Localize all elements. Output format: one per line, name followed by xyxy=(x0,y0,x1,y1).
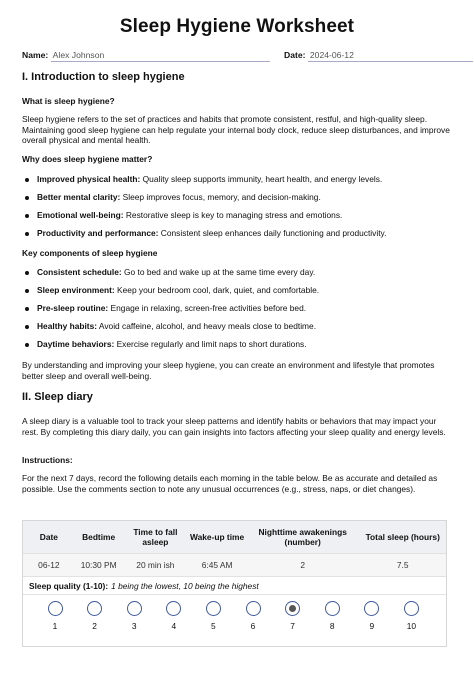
rating-radio[interactable] xyxy=(87,601,102,616)
why-matters-list xyxy=(22,174,452,246)
column-header-bedtime: Bedtime xyxy=(82,532,116,542)
rating-number: 5 xyxy=(211,621,216,631)
why-matters-heading: Why does sleep hygiene matter? xyxy=(22,154,153,164)
rating-option-2[interactable] xyxy=(85,601,105,631)
rating-option-8[interactable] xyxy=(322,601,342,631)
rating-radio[interactable] xyxy=(127,601,142,616)
section-heading-sleep-diary: II. Sleep diary xyxy=(22,391,93,403)
list-item-label: Better mental clarity: xyxy=(37,192,121,202)
name-label: Name: xyxy=(22,50,49,60)
rating-option-10[interactable] xyxy=(401,601,421,631)
list-item xyxy=(22,303,452,321)
rating-number: 3 xyxy=(131,621,137,631)
list-item-text: Restorative sleep is key to managing stress and emotions. xyxy=(123,210,343,220)
column-header-wake-up-time: Wake-up time xyxy=(190,532,245,542)
closing-paragraph: By understanding and improving your sleep hygiene, you can create an environment and lifestyle that promotes better sleep and overall well-being. xyxy=(22,360,435,381)
rating-radio[interactable] xyxy=(166,601,181,616)
rating-option-9[interactable] xyxy=(362,601,382,631)
rating-number: 4 xyxy=(171,621,177,631)
list-item-label: Sleep environment: xyxy=(37,285,115,295)
rating-radio[interactable] xyxy=(364,601,379,616)
list-item-text: Keep your bedroom cool, dark, quiet, and comfortable. xyxy=(114,285,320,295)
name-field-row xyxy=(22,50,270,64)
rating-number: 2 xyxy=(92,621,97,631)
table-row xyxy=(23,553,446,576)
rating-option-5[interactable] xyxy=(203,601,223,631)
rating-number: 10 xyxy=(406,621,417,631)
rating-option-4[interactable] xyxy=(164,601,184,631)
instructions-heading: Instructions: xyxy=(22,455,73,465)
list-item-label: Healthy habits: xyxy=(37,321,98,331)
rating-option-1[interactable] xyxy=(45,601,65,631)
list-item-label: Pre-sleep routine: xyxy=(37,303,109,313)
rating-radio[interactable] xyxy=(48,601,63,616)
rating-number: 7 xyxy=(290,621,295,631)
column-header-date: Date xyxy=(39,532,58,542)
cell-nighttime-awakenings[interactable]: 2 xyxy=(300,560,306,570)
list-item xyxy=(22,321,452,339)
list-item xyxy=(22,285,452,303)
rating-radio[interactable] xyxy=(285,601,300,616)
date-field-row xyxy=(284,50,473,64)
list-item-text: Consistent sleep enhances daily functioning and productivity. xyxy=(158,228,387,238)
rating-radio[interactable] xyxy=(325,601,340,616)
section-heading-introduction: I. Introduction to sleep hygiene xyxy=(22,71,185,83)
list-item-label: Improved physical health: xyxy=(37,174,141,184)
rating-number: 8 xyxy=(329,621,335,631)
sleep-quality-row xyxy=(23,576,446,594)
sleep-quality-rating-scale xyxy=(23,594,446,646)
radio-selected-dot xyxy=(289,605,296,612)
list-item-text: Avoid caffeine, alcohol, and heavy meals close to bedtime. xyxy=(97,321,317,331)
what-is-paragraph: Sleep hygiene refers to the set of practices and habits that promote consistent, restful, and high-quality sleep. Maintaining good sleep hygiene can help regulate your internal body clock, reduce sleep disturbances, and improve overall physical and mental health. xyxy=(22,114,450,146)
list-item-text: Quality sleep supports immunity, heart health, and energy levels. xyxy=(140,174,383,184)
rating-option-3[interactable] xyxy=(124,601,144,631)
list-item-label: Consistent schedule: xyxy=(37,267,122,277)
rating-option-7[interactable] xyxy=(283,601,303,631)
list-item-text: Exercise regularly and limit naps to short durations. xyxy=(114,339,307,349)
column-header-nighttime-awakenings: Nighttime awakenings (number) xyxy=(258,527,347,547)
rating-radio[interactable] xyxy=(206,601,221,616)
list-item xyxy=(22,228,452,246)
sleep-quality-hint: 1 being the lowest, 10 being the highest xyxy=(111,580,259,591)
list-item-text: Sleep improves focus, memory, and decision-making. xyxy=(120,192,321,202)
key-components-heading: Key components of sleep hygiene xyxy=(22,248,158,258)
list-item-text: Engage in relaxing, screen-free activities before bed. xyxy=(108,303,307,313)
table-header-row xyxy=(23,521,446,553)
page-title: Sleep Hygiene Worksheet xyxy=(119,16,355,37)
rating-number: 6 xyxy=(250,621,256,631)
instructions-paragraph: For the next 7 days, record the following details each morning in the table below. Be as accurate and detailed as possible. Use the comments section to note any unusual occurrences (e.g., stress, naps, or diet changes). xyxy=(22,473,438,494)
rating-number: 1 xyxy=(52,621,58,631)
what-is-heading: What is sleep hygiene? xyxy=(22,96,115,106)
column-header-total-sleep: Total sleep (hours) xyxy=(365,532,440,542)
column-header-time-to-fall-asleep: Time to fall asleep xyxy=(133,527,178,547)
rating-radio[interactable] xyxy=(246,601,261,616)
list-item xyxy=(22,339,452,357)
list-item-label: Daytime behaviors: xyxy=(37,339,115,349)
list-item xyxy=(22,174,452,192)
list-item-text: Go to bed and wake up at the same time every day. xyxy=(121,267,316,277)
sleep-diary-table xyxy=(22,520,447,647)
list-item xyxy=(22,267,452,285)
cell-wake-up-time[interactable]: 6:45 AM xyxy=(201,560,233,570)
cell-bedtime[interactable]: 10:30 PM xyxy=(80,560,117,570)
name-input[interactable]: Alex Johnson xyxy=(51,50,270,62)
sleep-diary-intro: A sleep diary is a valuable tool to track your sleep patterns and identify habits or behaviors that may impact your rest. By completing this diary daily, you can gain insights into factors affecting your sleep quality and energy levels. xyxy=(22,416,446,437)
list-item xyxy=(22,192,452,210)
key-components-list xyxy=(22,267,452,357)
list-item-label: Emotional well-being: xyxy=(37,210,124,220)
rating-number: 9 xyxy=(369,621,375,631)
cell-date[interactable]: 06-12 xyxy=(38,560,60,570)
date-label: Date: xyxy=(284,50,306,60)
date-input[interactable]: 2024-06-12 xyxy=(308,50,473,62)
rating-radio[interactable] xyxy=(404,601,419,616)
cell-total-sleep[interactable]: 7.5 xyxy=(396,560,409,570)
cell-time-to-fall-asleep[interactable]: 20 min ish xyxy=(136,560,175,570)
rating-option-6[interactable] xyxy=(243,601,263,631)
sleep-quality-label: Sleep quality (1-10): xyxy=(29,580,109,591)
list-item-label: Productivity and performance: xyxy=(37,228,159,238)
list-item xyxy=(22,210,452,228)
